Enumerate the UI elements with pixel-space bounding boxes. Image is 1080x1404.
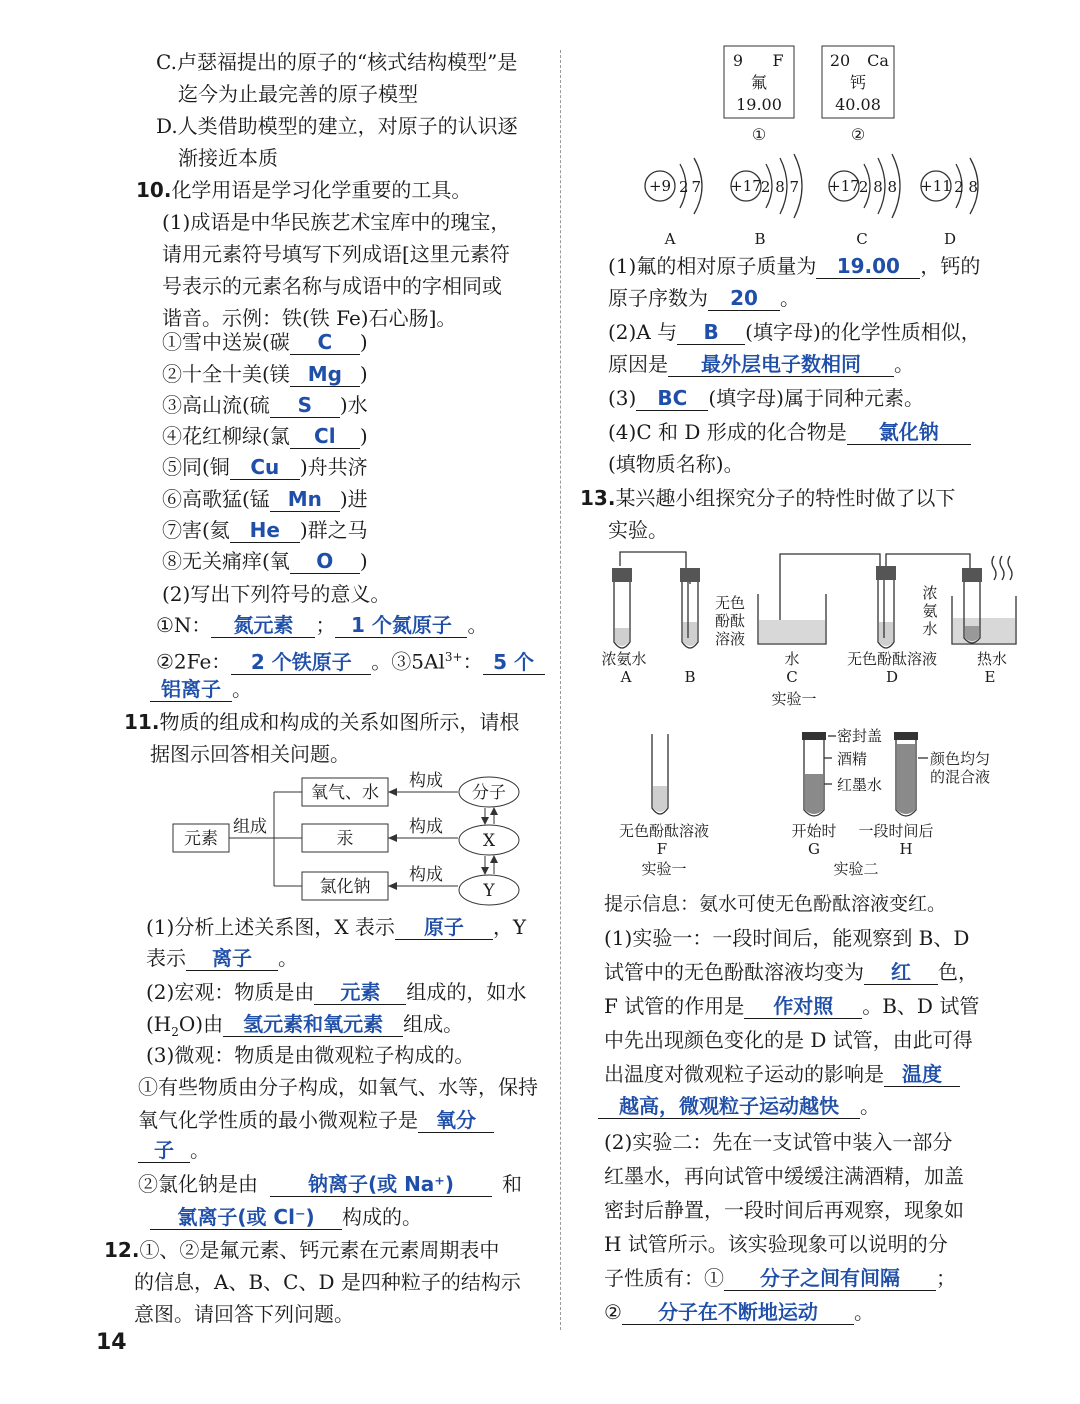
q13-a2-line4: H 试管所示。该实验现象可以说明的分: [604, 1232, 948, 1256]
q10-al-line: 铝离子 。: [150, 675, 252, 703]
svg-text:颜色均匀: 颜色均匀: [930, 750, 991, 768]
molecule-label: 分子: [472, 783, 506, 803]
answer-blank: S: [270, 393, 340, 418]
svg-text:40.08: 40.08: [835, 95, 881, 114]
atom-c: [828, 154, 900, 248]
atom-diagrams: [630, 150, 1010, 250]
idiom-item: ①雪中送炭(碳 C ): [162, 330, 368, 354]
q10-p1-line4: 谐音。示例：铁(铁 Fe)石心肠]。: [162, 306, 457, 330]
svg-text:氨: 氨: [922, 602, 938, 620]
page-number: 14: [96, 1330, 127, 1355]
svg-text:F: F: [656, 840, 668, 858]
svg-text:D: D: [943, 230, 957, 248]
q13-a1-line2: 试管中的无色酚酞溶液均变为 红 色，: [604, 960, 978, 984]
q11-a1-line2: 表示 离子 。: [146, 946, 298, 970]
answer-blank: 离子: [186, 946, 278, 971]
answer-blank: Cu: [230, 455, 300, 480]
answer-blank: 19.00: [816, 254, 920, 279]
nacl-label: 氯化钠: [319, 877, 371, 897]
answer-blank: 1 个氮原子: [335, 613, 467, 638]
svg-text:水: 水: [922, 620, 938, 638]
answer-blank: 氧分: [418, 1108, 494, 1133]
atom-b: [730, 154, 802, 248]
q12-heading: 12.①、②是氟元素、钙元素在元素周期表中: [104, 1238, 500, 1262]
q10-n-line: ①N： 氮元素 ； 1 个氮原子 。: [156, 613, 488, 637]
x-label: X: [482, 831, 496, 851]
experiment-two-figure: [600, 722, 1020, 886]
q12-a1-line1: (1)氟的相对原子质量为 19.00 ，钙的: [608, 254, 981, 278]
q12-a4-line2: (填物质名称)。: [608, 452, 744, 476]
answer-blank: 原子: [395, 915, 493, 940]
element-label: 元素: [184, 829, 218, 849]
constitute-label: 构成: [409, 865, 443, 885]
svg-text:一段时间后: 一段时间后: [858, 822, 934, 840]
q10-fe-line: ②2Fe： 2 个铁原子 。$③5Al^{3+}$： 5 个: [156, 643, 545, 676]
svg-text:+9: +9: [648, 177, 672, 195]
svg-text:2 8 7: 2 8 7: [760, 178, 800, 196]
svg-text:无色酚酞溶液: 无色酚酞溶液: [846, 650, 938, 668]
constitute-label: 构成: [409, 817, 443, 837]
q10-title: 化学用语是学习化学重要的工具。: [171, 178, 472, 202]
svg-text:红墨水: 红墨水: [837, 776, 883, 794]
answer-blank: 钠离子(或 Na⁺): [270, 1172, 492, 1197]
q12-line2: 的信息，A、B、C、D 是四种粒子的结构示: [134, 1270, 521, 1294]
composition-diagram: [168, 768, 530, 910]
svg-text:B: B: [684, 668, 696, 686]
answer-blank: 温度: [884, 1062, 960, 1087]
option-d-line2: 渐接近本质: [178, 146, 278, 170]
answer-blank: 元素: [314, 980, 406, 1005]
answer-blank: O: [290, 549, 360, 574]
q11-a3-1-line1: ①有些物质由分子构成，如氧气、水等，保持: [138, 1075, 538, 1099]
q13-a1-line3: F 试管的作用是 作对照 。B、D 试管: [604, 994, 980, 1018]
q13-a1-line4: 中先出现颜色变化的是 D 试管，由此可得: [604, 1028, 973, 1052]
q13-a1-line5: 出温度对微观粒子运动的影响是 温度: [604, 1060, 960, 1088]
option-d-line1: D.人类借助模型的建立，对原子的认识逐: [156, 114, 518, 138]
svg-text:2 7: 2 7: [679, 178, 701, 196]
svg-text:20: 20: [829, 51, 851, 70]
answer-blank: 氯化钠: [847, 420, 971, 445]
q10-heading: [136, 176, 471, 204]
answer-blank: 2 个铁原子: [231, 650, 371, 675]
svg-text:实验一: 实验一: [771, 690, 817, 708]
q11-line2: 据图示回答相关问题。: [150, 742, 350, 766]
answer-blank: 氮元素: [211, 613, 315, 638]
q13-a1-line1: (1)实验一：一段时间后，能观察到 B、D: [604, 926, 970, 950]
q11-a1-line1: (1)分析上述关系图，X 表示 原子 ，Y: [146, 915, 527, 939]
q13-a1-line6: 越高，微观粒子运动越快 。: [598, 1092, 880, 1120]
answer-blank: Mn: [270, 487, 340, 512]
svg-text:实验一: 实验一: [641, 860, 687, 878]
column-divider: [560, 50, 561, 1330]
answer-blank: He: [230, 518, 300, 543]
svg-text:19.00: 19.00: [736, 95, 782, 114]
svg-text:浓: 浓: [922, 584, 938, 602]
svg-text:钙: 钙: [849, 73, 867, 92]
svg-text:水: 水: [784, 650, 800, 668]
svg-text:H: H: [899, 840, 913, 858]
idiom-item: ②十全十美(镁 Mg ): [162, 362, 368, 386]
svg-text:C: C: [786, 668, 798, 686]
idiom-item: ⑤同(铜 Cu )舟共济: [162, 455, 368, 479]
q13-a2-line6: ② 分子在不断地运动 。: [604, 1300, 874, 1324]
svg-text:溶液: 溶液: [714, 630, 746, 648]
idiom-item: ⑧无关痛痒(氧 O ): [162, 549, 368, 573]
svg-text:F: F: [772, 51, 784, 70]
q13-a2-line1: (2)实验二：先在一支试管中装入一部分: [604, 1130, 953, 1154]
svg-text:C: C: [856, 230, 868, 248]
q13-a2-line5: 子性质有：① 分子之间有间隔 ；: [604, 1266, 956, 1290]
atom-a: [645, 158, 702, 248]
compose-label: 组成: [233, 817, 267, 837]
q10-p1-line3: 号表示的元素名称与成语中的字相同或: [162, 274, 502, 298]
q11-a3-1-line3: 子 。: [138, 1136, 210, 1164]
q11-a2-line1: (2)宏观：物质是由 元素 组成的，如水: [146, 980, 527, 1004]
mercury-label: 汞: [336, 829, 354, 849]
q13-a2-line3: 密封后静置，一段时间后再观察，现象如: [604, 1198, 964, 1222]
svg-text:D: D: [885, 668, 899, 686]
answer-blank: 最外层电子数相同: [668, 352, 894, 377]
svg-text:A: A: [620, 668, 632, 686]
option-c-line1: C.卢瑟福提出的原子的“核式结构模型”是: [156, 50, 518, 74]
answer-blank: 越高，微观粒子运动越快: [598, 1094, 860, 1119]
q12-a2-line1: (2)A 与 B (填字母)的化学性质相似，: [608, 320, 981, 344]
answer-blank: 作对照: [744, 994, 862, 1019]
periodic-cells: [716, 44, 906, 148]
svg-text:的混合液: 的混合液: [930, 768, 991, 786]
svg-text:氟: 氟: [750, 73, 768, 92]
o2-water-label: 氧气、水: [311, 783, 379, 803]
svg-text:①: ①: [751, 125, 767, 144]
q10-p2: (2)写出下列符号的意义。: [162, 582, 391, 606]
svg-text:开始时: 开始时: [791, 822, 837, 840]
svg-text:酚酞: 酚酞: [714, 612, 746, 630]
q10-number: 10.: [136, 178, 172, 202]
svg-text:②: ②: [850, 125, 866, 144]
q12-line3: 意图。请回答下列问题。: [134, 1302, 354, 1326]
svg-text:E: E: [984, 668, 996, 686]
q11-a3: (3)微观：物质是由微观粒子构成的。: [146, 1043, 475, 1067]
q12-a4-line1: (4)C 和 D 形成的化合物是 氯化钠: [608, 418, 971, 446]
answer-blank: Cl: [290, 424, 360, 449]
idiom-item: ⑥高歌猛(锰 Mn )进: [162, 487, 368, 511]
answer-blank: Mg: [290, 362, 360, 387]
q11-a2-line2: $(H_2O)$由 氢元素和氧元素 组成。: [146, 1012, 464, 1039]
answer-blank: BC: [636, 386, 708, 411]
svg-text:无色: 无色: [714, 594, 746, 612]
answer-blank: 5 个: [483, 650, 545, 675]
svg-text:密封盖: 密封盖: [837, 727, 883, 745]
svg-text:+17: +17: [730, 177, 762, 195]
svg-text:B: B: [754, 230, 766, 248]
answer-blank: 红: [864, 960, 938, 985]
answer-blank: 铝离子: [150, 677, 232, 702]
q10-p1-line2: 请用元素符号填写下列成语[这里元素符: [162, 242, 510, 266]
q13-line2: 实验。: [608, 518, 668, 542]
answer-blank: 氯离子(或 Cl⁻): [150, 1205, 342, 1230]
idiom-item: ④花红柳绿(氯 Cl ): [162, 424, 368, 448]
q13-heading: 13.某兴趣小组探究分子的特性时做了以下: [580, 486, 956, 510]
svg-text:无色酚酞溶液: 无色酚酞溶液: [618, 822, 710, 840]
svg-text:热水: 热水: [976, 650, 1008, 668]
q11-a3-2-line2: 氯离子(或 Cl⁻) 构成的。: [150, 1203, 422, 1231]
svg-text:浓氨水: 浓氨水: [601, 650, 647, 668]
svg-text:+17: +17: [828, 177, 860, 195]
answer-blank: B: [677, 320, 745, 345]
answer-blank: 氢元素和氧元素: [223, 1012, 403, 1037]
idiom-item: ③高山流(硫 S )水: [162, 393, 368, 417]
svg-text:Ca: Ca: [867, 51, 889, 70]
svg-text:A: A: [664, 230, 676, 248]
answer-blank: 20: [708, 286, 780, 311]
constitute-label: 构成: [409, 771, 443, 791]
svg-text:2 8 8: 2 8 8: [858, 178, 898, 196]
q11-a3-1-line2: 氧气化学性质的最小微观粒子是 氧分: [138, 1106, 494, 1134]
q13-a2-line2: 红墨水，再向试管中缓缓注满酒精，加盖: [604, 1164, 964, 1188]
svg-text:9: 9: [732, 51, 744, 70]
q11-heading: 11.物质的组成和构成的关系如图所示，请根: [124, 710, 520, 734]
answer-blank: C: [290, 330, 360, 355]
answer-blank: 子: [138, 1138, 190, 1163]
atom-d: [920, 158, 978, 248]
option-c-line2: 迄今为止最完善的原子模型: [178, 82, 418, 106]
q10-p1-line1: (1)成语是中华民族艺术宝库中的瑰宝，: [162, 210, 511, 234]
svg-text:2 8: 2 8: [954, 178, 978, 196]
q12-a1-line2: 原子序数为 20 。: [608, 286, 800, 310]
q12-a2-line2: 原因是 最外层电子数相同 。: [608, 352, 914, 376]
svg-text:+11: +11: [920, 177, 952, 195]
q12-a3: (3) BC (填字母)属于同种元素。: [608, 386, 924, 410]
y-label: Y: [483, 881, 495, 901]
q11-a3-2-line1: ②氯化钠是由 钠离子(或 Na⁺) 和: [138, 1172, 522, 1196]
svg-text:实验二: 实验二: [833, 860, 879, 878]
answer-blank: 分子在不断地运动: [622, 1300, 854, 1325]
idiom-item: ⑦害(氦 He )群之马: [162, 518, 368, 542]
svg-text:酒精: 酒精: [837, 750, 868, 768]
answer-blank: 分子之间有间隔: [724, 1266, 936, 1291]
q13-hint: 提示信息：氨水可使无色酚酞溶液变红。: [604, 893, 947, 915]
experiment-one-figure: [590, 546, 1030, 712]
svg-text:G: G: [808, 840, 820, 858]
